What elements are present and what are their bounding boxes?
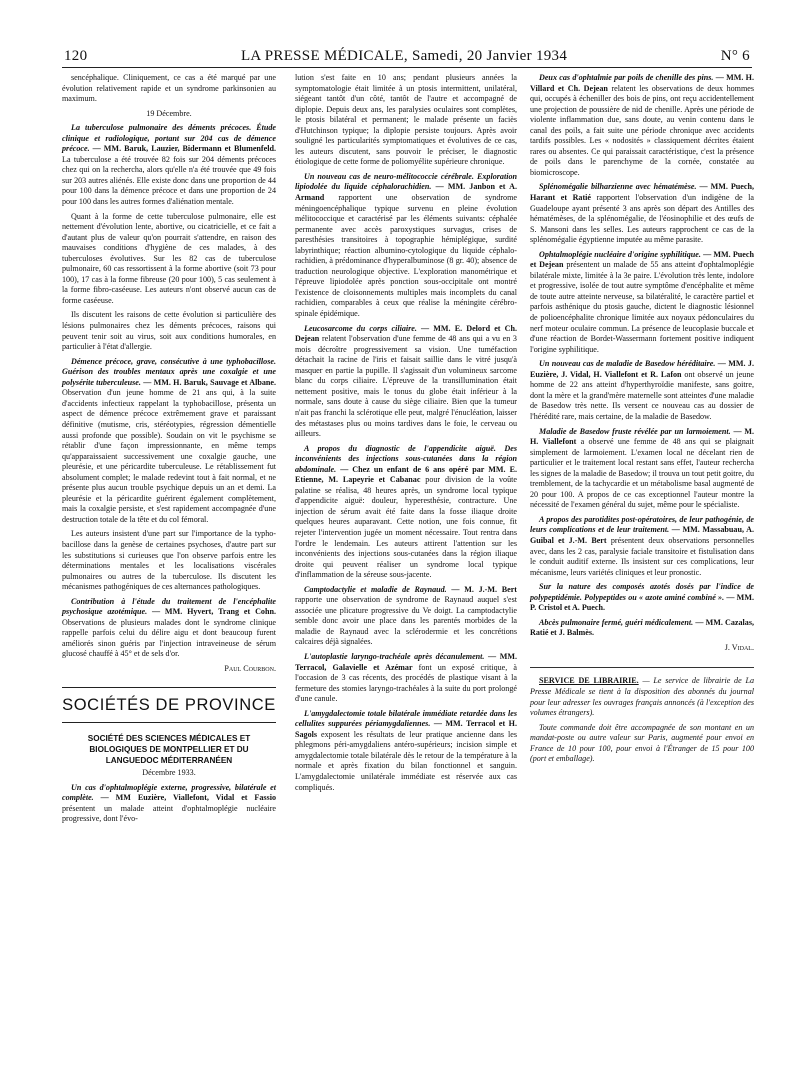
article-authors: — MM. Terracol, Galavielle et Azémar <box>295 651 517 672</box>
library-paragraph <box>530 676 754 718</box>
issue-number: N° 6 <box>720 47 750 64</box>
article-authors: — MM. P. Cristol et A. Puech. <box>530 592 754 613</box>
article <box>530 515 754 578</box>
article-body: font un exposé critique, à l'occasion de 3 cas récents, des procédés de plastique visant à la fermeture des stomies laryngo-trachéales à la suite du port prolongé d'une canule. <box>295 662 517 704</box>
paragraph: Ils discutent les raisons de cette évolution si particulière des lésions pulmonaires chez les déments précoces, raisons qui peuvent tenir soit au virus, soit aux conditions humorales, en particulier à l'état d'allergie. <box>62 310 276 352</box>
library-body: — Le service de librairie de La Presse Médicale se tient à la disposition des abonnés du journal pour leur adresser les ouvrages français annoncés (à l'exception des volumes étrangers). <box>530 676 754 718</box>
article-authors: — MM. H. Baruk, Sauvage et Albane. <box>143 377 276 387</box>
article <box>62 357 276 526</box>
article-body: présentent un malade atteint d'ophtalmoplégie nucléaire progressive, dont l'évo- <box>62 803 276 824</box>
paragraph: Les auteurs insistent d'une part sur l'importance de la typho-bacillose dans la genèse de certaines psychoses, d'autre part sur les substitutions si curieuses que l'on observe parfois entre les déterminations mentales et les localisations viscérales pulmonaires ou autres de la tuberculose. Ils discutent les mécanismes pathogéniques de ces alternances pathologiques. <box>62 529 276 592</box>
article-title: Camptodactylie et maladie de Raynaud. <box>304 584 447 594</box>
article-authors: — MM. Massabuau, A. Guibal et J.-M. Bert <box>530 525 754 545</box>
article <box>62 597 276 660</box>
article <box>295 324 517 440</box>
article-title: Abcès pulmonaire fermé, guéri médicalement. <box>539 617 694 627</box>
article-authors: — M. H. Viallefont <box>530 426 754 447</box>
column-right <box>530 73 754 769</box>
article <box>530 427 754 511</box>
library-service-notice <box>530 667 754 764</box>
header-rule <box>62 67 752 68</box>
article-authors: — Chez un enfant de 6 ans opéré par MM. E. Etienne, M. Lapeyrie et Cabanac <box>295 464 517 485</box>
article-title: A propos des parotidites post-opératoires, de leur pathogénie, de leurs complications et de leur traitement. <box>530 514 754 535</box>
session-date: 19 Décembre. <box>146 108 192 118</box>
article-authors: — MM. Janbon et A. Armand <box>295 182 517 203</box>
article-title: A propos du diagnostic de l'appendicite aiguë. Des inconvénients des injections sous-cutanées dans la région abdominale. <box>295 443 517 474</box>
article <box>295 585 517 648</box>
article-title: Deux cas d'ophtalmie par poils de chenille des pins. <box>539 73 714 82</box>
article <box>62 783 276 825</box>
article-body: pour division de la voûte palatine se réalisa, 48 heures après, un syndrome local typique d'appendicite aiguë: douleur, hyperesthésie, contracture. Une injection de sérum avait été faite dans la fosse iliaque droite quelques heures auparavant. Cette notion, une fois connue, fit rejeter l'intervention jugée un moment nécessaire. Tout rentra dans l'ordre le lendemain. Les auteurs attirent l'attention sur les inconvénients des injections sous-cutanées dans la région iliaque droite qui peuvent réaliser un syndrome local typique d'inflammation de la séreuse sous-jacente. <box>295 475 517 580</box>
article <box>530 582 754 614</box>
article-authors: — MM. E. Delord et Ch. Dejean <box>295 323 517 344</box>
article <box>295 444 517 581</box>
article-body: présentent un malade de 55 ans atteint d'ophtalmoplégie bilatérale mixte, limitée à la 3e paire. L'évolution très lente, indolore et progressive, isolée de tout autre symptôme d'encéphalite et même de toute autre atteinte nerveuse, sa bilatéralité, le caractère partiel et parfois asthénique du ptosis gauche, dictent le diagnostic lésionnel de polioencéphalite chronique limitée aux noyaux pédonculaires du nerf moteur oculaire commun. La présence de leucoplasie buccale et d'une réaction de Bordet-Wassermann fortement positive indiquent l'origine syphilitique. <box>530 260 754 354</box>
article-title: Un cas d'ophtalmoplégie externe, progressive, bilatérale et complète. <box>62 782 276 803</box>
article-title: Maladie de Basedow fruste révélée par un larmoiement. <box>539 426 731 436</box>
article <box>295 709 517 793</box>
article-authors: — MM. Puech et Dejean <box>530 249 754 270</box>
article-title: Un nouveau cas de neuro-mélitococcie cérébrale. Exploration lipiodolée du liquide céphalorachidien. <box>295 171 517 192</box>
signature: Paul Courbon. <box>224 663 276 673</box>
article-title: Un nouveau cas de maladie de Basedow héréditaire. <box>539 359 716 369</box>
paragraph: Quant à la forme de cette tuberculose pulmonaire, elle est nettement d'évolution lente, abortive, ou cicatricielle, et ce fait a d'autant plus de valeur qu'on pourrait s'attendre, en raison des mauvaises conditions d'hygiène de ces malades, à des tuberculoses évolutives. Sur les 82 cas de tuberculose pulmonaire, 60 cas ressortissent à la forme abortive (soit 73 pour 100), 17 cas à la forme fibreuse (20 pour 100), 5 cas seulement à la forme fibro-caséeuse. Les auteurs n'ont observé aucun cas de forme caséeuse. <box>62 211 276 305</box>
library-paragraph: Toute commande doit être accompagnée de son montant en un mandat-poste ou autre valeur sur Paris, augmenté pour envoi en France de 10 pour 100, pour envoi à l'Étranger de 15 pour 100 (port et emballage). <box>530 722 754 764</box>
article-authors: — MM. J. Euzière, J. Vidal, H. Viallefont et R. Lafon <box>530 359 754 379</box>
article <box>530 182 754 245</box>
article-title: L'autoplastie laryngo-trachéale après décanulement. <box>304 651 485 661</box>
article <box>530 73 754 178</box>
paragraph: lution s'est faite en 10 ans; pendant plusieurs années la symptomatologie était limitée à un ptosis intermittent, unilatéral, siégeant tantôt d'un côté, tantôt de l'autre et accompagné de diplopie. Depuis deux ans, les paralysies oculaires sont complètes, le ptosis bilatéral et permanent; le malade présente un faciès d'Hutchinson typique; la diplopie persiste toujours. Après avoir souligné les particularités symptomatiques et évolutives de ce cas, les auteurs discutent, sans pouvoir le préciser, le diagnostic étiologique de cette forme de poliomyélite supérieure chronique. <box>295 73 517 167</box>
article-title: Leucosarcome du corps ciliaire. <box>304 323 417 333</box>
article-authors: — MM. Baruk, Lauzier, Bidermann et Blumenfeld. <box>92 144 276 154</box>
article-title: Ophtalmoplégie nucléaire d'origine syphilitique. <box>539 249 701 259</box>
paragraph: sencéphalique. Cliniquement, ce cas a été marqué par une évolution relativement rapide et un syndrome parkinsonien au maximum. <box>62 73 276 104</box>
article-body: Observation d'un jeune homme de 21 ans qui, à la suite d'accidents infectieux rappelant la typhobacillose, présenta un aspect de démence précoce extrêmement grave et paraissant définitive (mutisme, cris, stéréotypies, régression démentielle aussi profonde que possible). Soudain on vit le psychisme se rétablir d'une façon impressionnante, en même temps qu'apparaissaient successivement une coxalgie gauche, une pleurésie, et une péricardite tuberculeuse. Le rétablissement fut absolument complet; le malade redevint tout à fait normal, et ne présente plus aucun trouble psychique depuis un an et demi. La pleurésie et la péricardite guérirent également complètement, mais la coxalgie persiste, et s'est rapidement accompagnée d'une destruction totale de la tête et du col fémoral. <box>62 388 276 524</box>
article-authors: — MM. Terracol et H. Sagols <box>295 719 517 739</box>
article-body: a observé une femme de 48 ans qui se plaignait simplement de larmoiement. L'examen local ne décelant rien de particulier et le traitement local restant sans effet, l'auteur rechercha les signes de la maladie de Basedow; il trouva un tout petit goitre, du tremblement, de la tachycardie et un métabolisme basal augmenté de 20 pour 100. A propos de ce cas exceptionnel l'auteur montre la nécessité de l'examen général du sujet, même pour le spécialiste. <box>530 437 754 510</box>
article-body: présentent deux observations personnelles avec, dans les 2 cas, paralysie faciale transitoire et fistulisation dans le conduit auditif externe. Ils insistent sur ces complications, leur mécanisme, leurs variétés cliniques et leur pronostic. <box>530 535 754 577</box>
article <box>530 618 754 639</box>
article-authors: — MM. Hyvert, Trang et Cohn. <box>151 607 276 617</box>
article-body: relatent l'observation d'une femme de 48 ans qui a vu en 3 mois décroître progressivement sa vision. Une tuméfaction détachait la racine de l'iris et faisait saillie dans le vitré jusqu'à masquer en partie la pupille. Il s'agissait d'un volumineux sarcome blanc du corps ciliaire. L'épreuve de la transillumination était nettement positive, mais le tonus du globe était inférieur à la normale, sans doute à cause du siège ciliaire. Bien que la tumeur n'ait pas franchi la sclérotique elle peut, malgré l'énucléation, laisser des métastases plus ou moins tardives dans le foie, le cerveau ou ailleurs. <box>295 334 517 439</box>
article-title: Contribution à l'étude du traitement de l'encéphalite psychosique azotémique. <box>62 596 276 617</box>
article-body: La tuberculose a été trouvée 82 fois sur 204 déments précoces chez qui on la recherchа, alors qu'elle n'a été trouvée que 49 fois sur 203 autres aliénés. Elle existe donc dans une proportion de 44 pour 100 dans la démence précoce et dans une proportion de 24 pour 100 dans les autres formes d'aliénation mentale. <box>62 154 276 207</box>
article-body: Observations de plusieurs malades dont le syndrome clinique rappelle parfois celui du délire aigu et dont beaucoup furent améliorés sinon guéris par l'injection intraveineuse de sérum glucosé chauffé à 45° et de sels d'or. <box>62 617 276 659</box>
article-body: rapportent une observation de syndrome méningoencéphalique typique survenu en pleine évolution mélitococcique et caractérisé par les éléments suivants: céphalée permanente avec accès paroxystiques survagus, crises de paresthésies transitoires à topographie hémiplégique, surdité labyrinthique; réaction albumino-cytologique du liquide céphalo-rachidien, à prédominance d'hyperalbuminose (8 gr. 40); absence de traduction neurologique objective. L'exploration manométrique et l'épreuve lipiodolée après ponction sous-occipitale ont montré l'existence de cloisonnements multiples mais incomplets du canal rachidien, comparables à ceux que réalise la méningite cérébro-spinale épidémique. <box>295 193 517 319</box>
society-name: SOCIÉTÉ DES SCIENCES MÉDICALES ET BIOLOGIQUES DE MONTPELLIER ET DU LANGUEDOC MÉDITERRANÉEN <box>87 734 251 766</box>
article <box>295 172 517 320</box>
column-left <box>62 73 276 829</box>
article-body: rapportent l'observation d'un indigène de la Guadeloupe ayant présenté 3 ans après son départ des Antilles des hématémèses, de la splénomégalie, de l'éosinophilie et des œufs de S. Mansoni dans les selles. Les auteurs rapprochent ce cas de la splénomégalie égyptienne imputée au même parasite. <box>530 193 754 245</box>
article-title: L'amygdalectomie totale bilatérale immédiate retardée dans les cellulites suppurées périamygdaliennes. <box>295 708 517 729</box>
article-title: Splénomégalie bilharzienne avec hématémèse. <box>539 182 697 192</box>
article <box>530 250 754 355</box>
section-heading: SOCIÉTÉS DE PROVINCE <box>62 687 276 724</box>
article-title: Sur la nature des composés azotés dosés par l'indice de polypeptidémie. Polypeptides ou « azote aminé combiné ». <box>530 582 754 602</box>
article-authors: — MM. H. Villard et Ch. Dejean <box>530 73 754 93</box>
society-date: Décembre 1933. <box>142 768 196 778</box>
page-number: 120 <box>64 47 88 64</box>
journal-title: LA PRESSE MÉDICALE, Samedi, 20 Janvier 1934 <box>240 47 568 64</box>
article <box>295 652 517 705</box>
library-title: SERVICE DE LIBRAIRIE. <box>539 676 639 686</box>
column-middle <box>295 73 517 797</box>
article-body: exposent les résultats de leur pratique ancienne dans les phlegmons péri-amygdaliens antéro-supérieurs; incision simple et amygdalectomie totale bilatérale dès le retour de la température à la normale et après fixation du bilan fonctionnel et sanguin. L'amygdalectomie unilatérale immédiate est réservée aux cas compliqués. <box>295 729 518 792</box>
article-authors: — MM. Puech, Harant et Ratié <box>530 182 754 203</box>
signature: J. Vidal. <box>724 642 754 652</box>
article-title: Démence précoce, grave, consécutive à une typhobacillose. Guérison des troubles mentaux après une coxalgie et une polysérite tuberculeuse. <box>62 356 276 387</box>
page-header <box>64 45 750 67</box>
article <box>62 123 276 207</box>
article-body: rapporte une observation de syndrome de Raynaud auquel s'est associée une plicature progressive du Ve doigt. La camptodactylie semble donc avoir une place dans les parentés morbides de la maladie de Raynaud avec la sclérodermie et les concrétions calcaires déjà signalées. <box>295 595 517 647</box>
article-authors: — MM Euzière, Viallefont, Vidal et Fassio <box>100 793 276 803</box>
article <box>530 359 754 422</box>
article-title: La tuberculose pulmonaire des déments précoces. Étude clinique et radiologique, portant sur 204 cas de démence précoce. <box>62 123 276 154</box>
article-authors: — MM. Cazalas, Ratié et J. Balmès. <box>530 617 755 638</box>
article-authors: — M. J.-M. Bert <box>451 584 517 594</box>
article-body: ont observé un jeune homme de 22 ans atteint d'hyperthyroïdie manifeste, sans goitre, dont la mère et la grand'mère maternelle sont atteintes d'une maladie de Basedow très nette. Ils versent ce nouveau cas au dossier de l'hérédité rare, mais certaine, de la maladie de Basedow. <box>530 369 754 421</box>
article-body: relatent les observations de deux hommes qui, occupés à écheniller des bois de pins, ont reçu accidentellement une projection de poussière de nid de chenille. Après une période de violente inflammation due, sans doute, au venin contenu dans le canal des poils, a fait suite une période chronique avec accidents tardifs possibles. Les « nodosités » classiquement décrites étaient rares ou absentes. Ce qui paraissait caractéristique, c'est la présence de poils dans le parenchyme de la cornée, constatée au biomicroscope. <box>530 83 755 177</box>
